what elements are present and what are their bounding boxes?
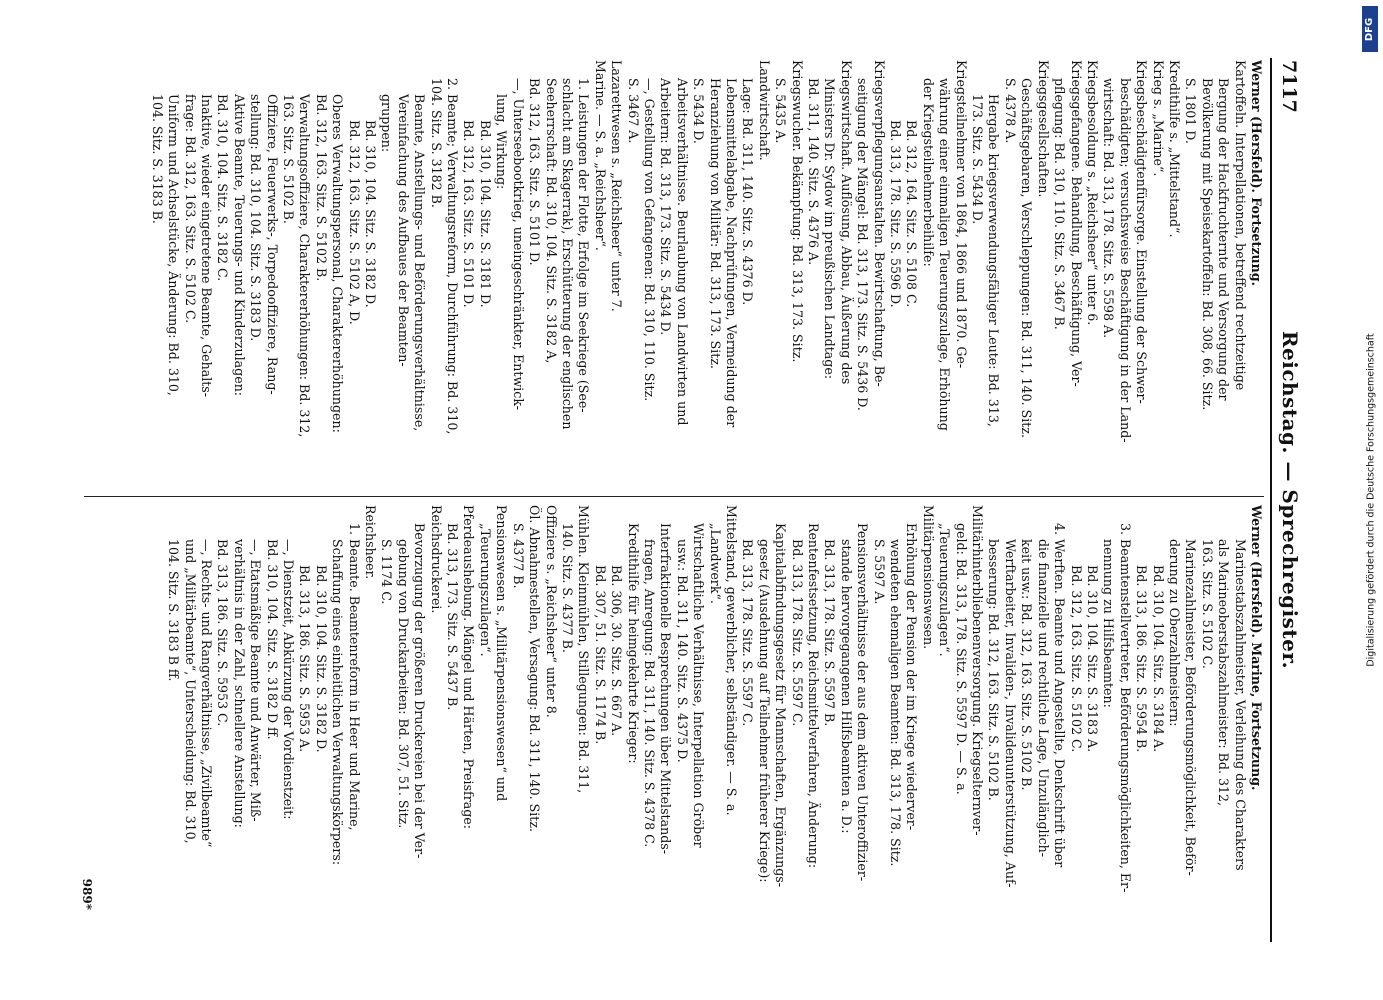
register-entry-line: Bd. 310, 104. Sitz. S. 3184 A.	[1150, 565, 1166, 753]
register-entry-line: Ministers Dr. Sydow im preußischen Landtage:	[821, 78, 837, 380]
register-entry-line: Pensionswesen s. „Militärpensionswesen“ und	[493, 505, 509, 802]
register-entry-line: Werftarbeiter, Invaliden-, Invalidenunterstützung, Auf-	[1002, 539, 1018, 888]
register-entry-line: Bd. 310, 104. Sitz. S. 3181 D.	[477, 120, 493, 308]
register-entry-line: —, Dienstzeit, Abkürzung der Vordienstzeit:	[280, 539, 296, 820]
register-entry-line: S. 5435 A.	[772, 78, 788, 144]
register-entry-line: Pferdeaushebung. Mängel und Härten, Preisfrage:	[461, 505, 476, 829]
register-entry-line: Bergung der Hackfruchternte und Versorgung der	[1215, 78, 1231, 401]
register-entry-line: währung einer einmaligen Teuerungszulage, Erhöhung	[936, 78, 952, 431]
column-heading: Werner (Hersfeld). Fortsetzung.	[1248, 60, 1264, 286]
register-entry-line: lung, Wirkung:	[493, 94, 509, 190]
register-entry-line: Bd. 307, 51. Sitz. S. 1174 B.	[592, 565, 608, 745]
register-entry-line: seitigung der Mängel: Bd. 313, 173. Sitz. S. 5436 D.	[854, 78, 870, 411]
register-entry-line: Lage: Bd. 311, 140. Sitz. S. 4376 D.	[739, 78, 755, 306]
register-entry-line: Bd. 312, 163. Sitz. S. 5102 C.	[1068, 565, 1084, 753]
register-entry-line: Bd. 310, 104. Sitz. S. 3183 A.	[1084, 565, 1100, 753]
register-entry-line: 4. Werften. Beamte und Angestellte, Denkschrift über	[1051, 523, 1067, 868]
register-entry-line: derung zu Oberzahlmeistern:	[1166, 539, 1182, 727]
running-head: Reichstag. — Sprechregister.	[1277, 330, 1302, 670]
register-entry-line: Schaffung eines einheitlichen Verwaltungskörpers:	[329, 539, 345, 866]
register-entry-line: Erhöhung der Pension der im Kriege wiederver-	[903, 523, 919, 831]
register-entry-line: Bd. 313, 173. Sitz. S. 5437 B.	[444, 523, 460, 711]
register-entry-line: Interfraktionelle Besprechungen über Mittelstands-	[657, 523, 673, 855]
register-entry-line: „Landwerk“.	[707, 523, 723, 604]
register-entry-line: wendeten ehemaligen Beamten: Bd. 313, 178. Sitz.	[887, 539, 903, 867]
register-entry-line: Bd. 313, 178. Sitz. S. 5597 C.	[739, 539, 755, 727]
register-entry-line: Kredithilfe s. „Mittelstand“.	[1166, 60, 1182, 238]
register-entry-line: Reichsdruckerei.	[428, 505, 444, 614]
dfg-logo-label: DFG	[1364, 17, 1376, 41]
register-entry-line: geld: Bd. 313, 178. Sitz. S. 5597 D. — S. a.	[953, 523, 969, 795]
register-entry-line: „Teuerungszulagen“.	[936, 523, 952, 657]
register-entry-line: Bevölkerung mit Speisekartoffeln: Bd. 308, 66. Sitz.	[1199, 78, 1215, 411]
register-entry-line: Kriegsgesellschaften.	[1035, 60, 1051, 198]
column-heading: Werner (Hersfeld). Marine, Fortsetzung.	[1248, 505, 1264, 791]
register-entry-line: Hergabe kriegsverwendungsfähiger Leute: Bd. 313,	[986, 94, 1001, 427]
register-entry-line: Bd. 312, 163. Sitz. S. 5101 D.	[461, 120, 476, 308]
register-entry-line: usw.: Bd. 311, 140. Sitz. S. 4375 D.	[674, 539, 690, 763]
register-entry-line: Arbeitsverhältnisse. Beurlaubung von Landwirten und	[674, 78, 690, 426]
register-entry-line: stande hervorgegangenen Hilfsbeamten a. D.:	[838, 539, 854, 834]
register-entry-line: Bd. 313, 178. Sitz. S. 5596 D.	[887, 120, 903, 308]
register-entry-line: Kriegsverpflegungsanstalten. Bewirtschaftung, Be-	[871, 60, 887, 387]
register-entry-line: verhältnis in der Zahl, schnellere Anstellung:	[231, 539, 247, 828]
register-entry-line: Mühlen. Kleinmühlen, Stillegungen: Bd. 311,	[575, 505, 591, 794]
register-entry-line: S. 4378 A.	[1002, 78, 1018, 144]
register-entry-line: Kriegsgefangene. Behandlung, Beschäftigung, Ver-	[1068, 60, 1084, 387]
register-entry-line: besserung: Bd. 312, 163. Sitz. S. 5102 B.	[986, 539, 1001, 801]
register-entry-line: Bd. 311, 140. Sitz. S. 4376 A.	[805, 78, 821, 266]
register-entry-line: Bd. 312, 163. Sitz. S. 5101 D.	[526, 78, 542, 266]
register-entry-line: 3. Beamtenstellvertreter, Beförderungsmöglichkeiten, Er-	[1117, 523, 1133, 893]
register-entry-line: S. 4377 B.	[510, 523, 526, 589]
register-entry-line: Lazarettwesen s. „Reichsheer“ unter 7.	[608, 60, 624, 312]
register-entry-line: S. 1801 D.	[1182, 78, 1198, 144]
register-entry-line: wirtschaft: Bd. 313, 178. Sitz. S. 5598 A.	[1100, 78, 1116, 339]
register-entry-line: Heranziehung von Militär: Bd. 313, 173. Sitz.	[707, 78, 723, 369]
register-entry-line: Arbeitern: Bd. 313, 173. Sitz. S. 5434 D.	[657, 78, 673, 336]
register-entry-line: Öl. Abnahmestellen, Versagung: Bd. 311, 140. Sitz.	[526, 505, 542, 832]
register-entry-line: Uniform und Achselstücke, Änderung: Bd. 310,	[165, 94, 181, 396]
register-entry-line: S. 1174 C.	[378, 539, 394, 605]
register-entry-line: gebung von Druckarbeiten: Bd. 307, 51. Sitz.	[395, 539, 411, 829]
register-entry-line: —, Etatsmäßige Beamte und Anwärter, Miß-	[247, 539, 263, 822]
register-entry-line: Kartoffeln. Interpellationen, betreffend rechtzeitige	[1232, 60, 1248, 391]
register-entry-line: Kredithilfe für heimgekehrte Krieger:	[625, 523, 641, 764]
register-entry-line: —, Rechts- und Rangverhältnisse, „Zivilbeamte“	[198, 539, 214, 848]
register-entry-line: Bd. 313, 186. Sitz. S. 5953 C.	[214, 539, 230, 727]
register-entry-line: Inaktive, wieder eingetretene Beamte, Gehalts-	[198, 94, 214, 398]
left-column	[148, 60, 1264, 485]
register-entry-line: 2. Beamte; Verwaltungsreform, Durchführung: Bd. 310,	[444, 78, 460, 435]
page-number: 7117	[1277, 60, 1300, 113]
dfg-logo	[1362, 6, 1378, 52]
register-entry-line: S. 5434 D.	[690, 78, 706, 144]
register-entry-line: Seeherrschaft: Bd. 310, 104. Sitz. S. 3182 A,	[543, 78, 559, 364]
register-entry-line: 104. Sitz. S. 3183 B.	[149, 94, 165, 224]
register-entry-line: Oberes Verwaltungspersonal, Charaktererhöhungen:	[329, 94, 345, 433]
register-entry-line: 104. Sitz. S. 3183 B ff.	[165, 539, 181, 682]
register-entry-line: Offiziere, Feuerwerks-, Torpedooffiziere, Rang-	[264, 94, 280, 395]
register-entry-line: Bd. 312, 163. Sitz. S. 5102 B.	[313, 94, 329, 282]
register-entry-line: Wirtschaftliche Verhältnisse, Interpellation Gröber	[690, 523, 706, 848]
register-entry-line: Bd. 312, 164. Sitz. S. 5108 C.	[903, 120, 919, 308]
register-entry-line: Pensionsverhältnisse der aus dem aktiven Unteroffizier-	[854, 523, 870, 882]
register-entry-line: Verwaltungsoffiziere, Charaktererhöhungen: Bd. 312,	[296, 94, 312, 438]
register-entry-line: Reichsheer.	[362, 505, 378, 580]
register-entry-line: nennung zu Hilfsbeamten:	[1100, 539, 1116, 708]
register-entry-line: fragen, Anregung: Bd. 311, 140. Sitz. S. 4378 C.	[641, 539, 657, 848]
register-entry-line: frage: Bd. 312, 163. Sitz. S. 5102 C.	[182, 94, 198, 324]
register-entry-line: keit usw.: Bd. 312, 163. Sitz. S. 5102 B.	[1018, 539, 1034, 791]
register-entry-line: Geschäftsgebaren, Verschleppungen: Bd. 311, 140. Sitz.	[1018, 78, 1034, 439]
register-entry-line: der Kriegsteilnehmerbeihilfe:	[920, 78, 936, 267]
register-entry-line: beschädigten; versuchsweise Beschäftigung in der Land-	[1117, 78, 1133, 443]
register-entry-line: Kriegswucher. Bekämpfung: Bd. 313, 173. Sitz.	[789, 60, 805, 363]
register-entry-line: S. 5597 A.	[871, 539, 887, 605]
signature-mark: 989*	[79, 878, 94, 910]
register-entry-line: 163. Sitz. S. 5102 B.	[280, 94, 296, 224]
register-entry-line: 140. Sitz. S. 4377 B.	[559, 523, 575, 653]
register-entry-line: die finanzielle und rechtliche Lage, Unzulänglich-	[1035, 539, 1051, 858]
register-entry-line: Bd. 310, 104. Sitz. S. 3182 D ff.	[264, 539, 280, 740]
register-entry-line: —, Unterseebootkrieg, uneingeschränkter, Entwick-	[510, 78, 526, 410]
register-entry-line: pflegung: Bd. 310, 110. Sitz. S. 3467 B.	[1051, 78, 1067, 330]
register-entry-line: Offiziere s. „Reichsheer“ unter 8.	[543, 505, 559, 718]
register-entry-line: Kapitalabfindungsgesetz für Mannschaften, Ergänzungs-	[772, 523, 788, 888]
register-entry-line: 1. Leistungen der Flotte, Erfolge im Seekriege (See-	[575, 78, 591, 413]
register-entry-line: Bd. 312, 163. Sitz. S. 5102 A, D.	[346, 120, 362, 325]
register-entry-line: Bd. 306, 30. Sitz. S. 667 A.	[608, 565, 624, 737]
register-entry-line: Militärhinterbliebenenversorgung. Kriegselternver-	[969, 505, 985, 836]
register-entry-line: 104. Sitz. S. 3182 B.	[428, 78, 444, 208]
register-entry-line: Landwirtschaft.	[756, 60, 772, 161]
right-column	[164, 505, 1263, 930]
register-entry-line: Militärpensionswesen.	[920, 505, 936, 650]
register-entry-line: —, Gestellung von Gefangenen: Bd. 310, 110. Sitz.	[641, 78, 657, 402]
register-entry-line: Bd. 313, 186. Sitz. S. 5954 B.	[1133, 565, 1149, 753]
digitization-note-text: Digitalisierung gefördert durch die Deutsche Forschungsgemeinschaft	[1365, 333, 1377, 667]
register-entry-line: Bevorzugung der größeren Druckereien bei der Ver-	[411, 523, 427, 859]
register-entry-line: Aktive Beamte, Teuerungs- und Kinderzulagen:	[231, 94, 247, 397]
register-entry-line: Kriegsbeschädigtenfürsorge. Einstellung der Schwer-	[1133, 60, 1149, 404]
register-entry-line: Kriegsbesoldung s. „Reichsheer“ unter 6.	[1084, 60, 1100, 326]
register-entry-line: schlacht am Skagerrak), Erschütterung der englischen	[559, 78, 575, 430]
register-entry-line: Rentenfestsetzung, Reichsmittelverfahren, Änderung:	[805, 523, 821, 869]
register-entry-line: 1. Beamte. Beamtenreform in Heer und Marine,	[346, 523, 362, 831]
register-entry-line: Krieg s. „Marine“.	[1150, 60, 1166, 177]
register-entry-line: Vereinfachung des Aufbaues der Beamten-	[395, 94, 411, 367]
register-entry-line: Kriegswirtschaft. Auflösung, Abbau, Äußerung des	[838, 60, 854, 385]
register-entry-line: Bd. 313, 186. Sitz. S. 5953 A.	[296, 565, 312, 753]
register-entry-line: Bd. 310, 104. Sitz. S. 3182 D.	[313, 565, 329, 753]
register-entry-line: als Marineoberstabszahlmeister: Bd. 312,	[1215, 539, 1231, 807]
page-header	[1270, 58, 1306, 942]
column-divider	[84, 496, 1264, 497]
register-entry-line: 163. Sitz. S. 5102 C.	[1199, 539, 1215, 669]
register-entry-line: Kriegsteilnehmer von 1864, 1866 und 1870. Ge-	[953, 60, 969, 369]
rotated-register-page	[72, 50, 1312, 950]
register-entry-line: S. 3467 A.	[625, 78, 641, 144]
register-entry-line: Marinezahlmeister, Beförderungsmöglichkeit, Beför-	[1182, 539, 1198, 876]
register-entry-line: Bd. 310, 104. Sitz. S. 3182 C.	[214, 94, 230, 282]
register-entry-line: Lebensmittelabgabe, Nachprüfungen, Vermeidung der	[723, 78, 739, 428]
register-entry-line: und „Militärbeamte“, Unterscheidung: Bd. 310,	[182, 539, 198, 844]
register-entry-line: gruppen:	[378, 94, 394, 153]
register-entry-line: Bd. 310, 104. Sitz. S. 3182 D.	[362, 120, 378, 308]
register-entry-line: 173. Sitz. S. 5434 D.	[969, 94, 985, 225]
register-entry-line: „Teuerungszulagen“.	[477, 523, 493, 657]
register-entry-line: Marinestabszahlmeister, Verleihung des Charakters	[1232, 539, 1248, 871]
register-entry-line: Bd. 313, 178. Sitz. S. 5597 B.	[821, 539, 837, 727]
register-entry-line: Bd. 313, 178. Sitz. S. 5597 C.	[789, 539, 805, 727]
register-entry-line: stellung: Bd. 310, 104. Sitz. S. 3183 D.	[247, 94, 263, 342]
register-entry-line: Beamte, Anstellungs- und Beförderungsverhältnisse,	[411, 94, 427, 432]
register-entry-line: gesetz (Ausdehnung auf Teilnehmer früherer Kriege):	[756, 539, 772, 883]
register-entry-line: Mittelstand, gewerblicher, selbständiger. — S. a.	[723, 505, 739, 816]
register-entry-line: Marine. — S. a. „Reichsheer“.	[592, 60, 608, 251]
